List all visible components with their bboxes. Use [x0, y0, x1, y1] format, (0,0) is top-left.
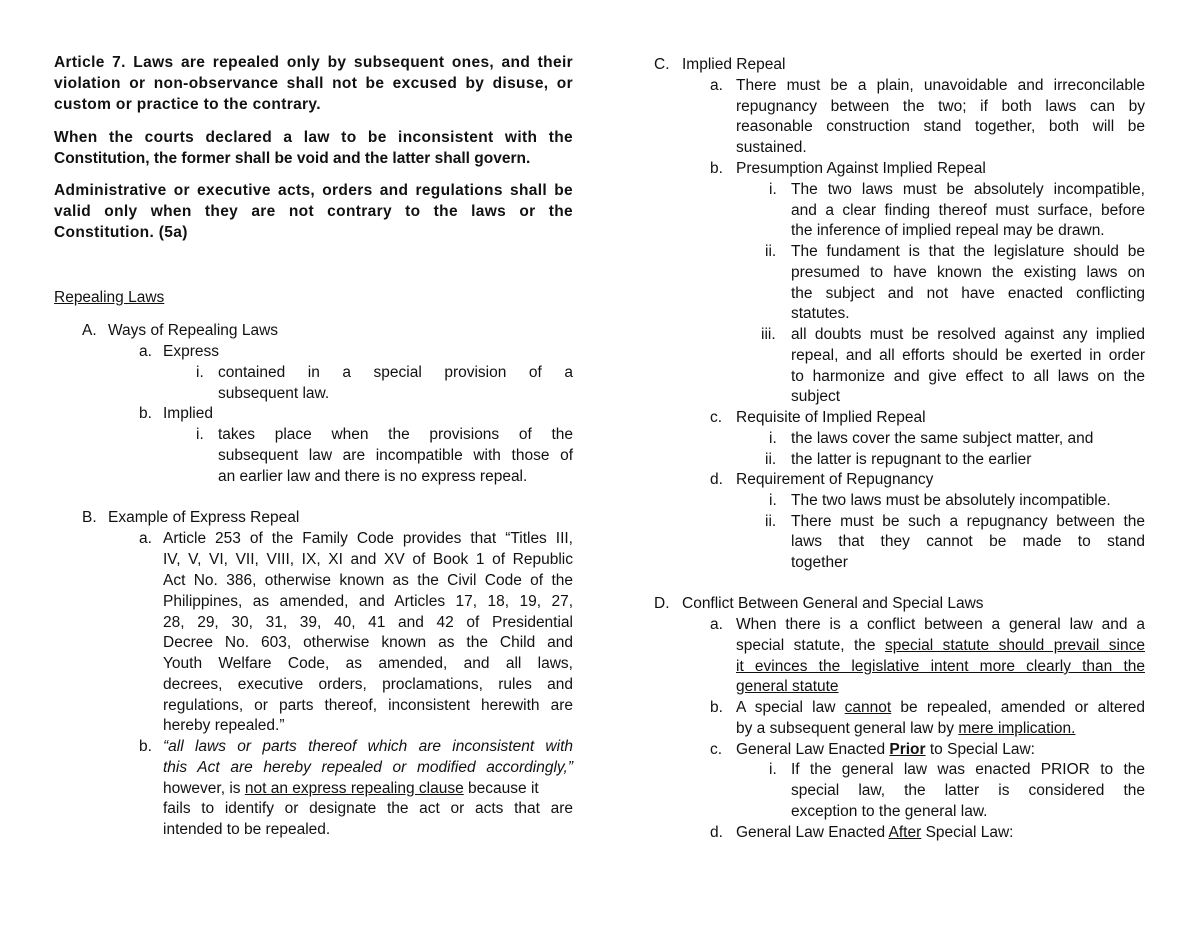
text-run: however, is — [163, 780, 245, 797]
list-marker: i. — [769, 430, 777, 447]
underlined-text: After — [888, 824, 922, 841]
paragraph-line: it evinces the legislative intent more clearly than the — [736, 658, 1145, 675]
underlined-text: mere implication. — [958, 720, 1076, 737]
paragraph-line — [736, 740, 1035, 761]
paragraph-line: Decree No. 603, otherwise known as the Child and — [163, 634, 573, 651]
paragraph-line: IV, V, VI, VII, VIII, IX, XI and XV of Book 1 of Republic — [163, 551, 573, 568]
list-marker: ii. — [765, 513, 777, 530]
list-marker: ii. — [765, 243, 777, 260]
paragraph-line: If the general law was enacted PRIOR to the — [791, 761, 1145, 778]
paragraph-line — [163, 779, 539, 800]
paragraph-line: There must be a plain, unavoidable and irreconcilable — [736, 77, 1145, 94]
underlined-text: not an express repealing clause — [244, 780, 464, 797]
text-run: be repealed, amended or altered — [891, 699, 1145, 716]
paragraph-line: 28, 29, 30, 31, 39, 40, 41 and 42 of Presidential — [163, 614, 573, 631]
outline-label: Example of Express Repeal — [108, 509, 300, 526]
list-marker: ii. — [765, 451, 777, 468]
paragraph-line: special law, the latter is considered the — [791, 782, 1145, 799]
underlined-text: cannot — [844, 699, 892, 716]
list-marker: b. — [710, 160, 723, 177]
underlined-bold-text: Prior — [889, 741, 926, 758]
paragraph-line: the inference of implied repeal may be drawn. — [791, 222, 1105, 239]
repealing-laws-heading: Repealing Laws — [54, 289, 165, 306]
text-run: to Special Law: — [925, 741, 1035, 758]
list-marker: a. — [710, 77, 723, 94]
underlined-text: special statute should prevail since — [884, 637, 1145, 654]
list-marker: D. — [654, 595, 670, 612]
list-marker: b. — [139, 405, 152, 422]
list-marker: d. — [710, 824, 723, 841]
paragraph-line: reasonable construction stand together, both will be — [736, 118, 1145, 135]
paragraph-line: the latter is repugnant to the earlier — [791, 451, 1032, 468]
list-marker: i. — [769, 181, 777, 198]
paragraph-line: regulations, or parts thereof, inconsistent herewith are — [163, 697, 573, 714]
paragraph-line: When there is a conflict between a general law and a — [736, 616, 1145, 633]
list-marker: a. — [139, 530, 152, 547]
paragraph-line: together — [791, 554, 848, 571]
list-marker: d. — [710, 471, 723, 488]
outline-label: Ways of Repealing Laws — [108, 322, 279, 339]
list-marker: i. — [769, 492, 777, 509]
outline-label: Implied — [163, 405, 213, 422]
list-marker: b. — [139, 738, 152, 755]
courts-line-1: When the courts declared a law to be inconsistent with the — [54, 129, 573, 146]
paragraph-line: The two laws must be absolutely incompatible, — [791, 181, 1145, 198]
text-run: by a subsequent general law by — [736, 720, 959, 737]
text-run: A special law — [736, 699, 845, 716]
text-run: General Law Enacted — [736, 824, 889, 841]
list-marker: iii. — [761, 326, 776, 343]
paragraph-line: takes place when the provisions of the — [218, 426, 573, 443]
paragraph-line: and a clear finding thereof must surface, before — [791, 202, 1145, 219]
text-run: General Law Enacted — [736, 741, 890, 758]
outline-label: Presumption Against Implied Repeal — [736, 160, 986, 177]
paragraph-line — [736, 698, 1145, 719]
paragraph-line: Act No. 386, otherwise known as the Civil Code of the — [163, 572, 573, 589]
list-marker: c. — [710, 741, 723, 758]
outline-label: Express — [163, 343, 219, 360]
paragraph-line: The two laws must be absolutely incompatible. — [791, 492, 1111, 509]
paragraph-line — [736, 719, 1075, 740]
paragraph-line: sustained. — [736, 139, 807, 156]
paragraph-line: Youth Welfare Code, as amended, and all laws, — [163, 655, 573, 672]
paragraph-line: this Act are hereby repealed or modified accordingly,” — [163, 759, 573, 776]
paragraph-line: subsequent law. — [218, 385, 330, 402]
paragraph-line: to harmonize and give effect to all laws on the — [791, 368, 1145, 385]
paragraph-line: all doubts must be resolved against any implied — [791, 326, 1145, 343]
paragraph-line: the subject and not have enacted conflicting — [791, 285, 1145, 302]
article-7-line-3: custom or practice to the contrary. — [54, 96, 321, 113]
paragraph-line: decrees, executive orders, proclamations, rules and — [163, 676, 573, 693]
list-marker: C. — [654, 56, 670, 73]
outline-label: Implied Repeal — [682, 56, 786, 73]
list-marker: c. — [710, 409, 723, 426]
outline-label: Conflict Between General and Special Laws — [682, 595, 984, 612]
paragraph-line: statutes. — [791, 305, 850, 322]
paragraph-line: contained in a special provision of a — [218, 364, 573, 381]
paragraph-line: an earlier law and there is no express repeal. — [218, 468, 528, 485]
paragraph-line: subsequent law are incompatible with those of — [218, 447, 573, 464]
paragraph-line: exception to the general law. — [791, 803, 988, 820]
list-marker: i. — [769, 761, 777, 778]
paragraph-line: the laws cover the same subject matter, and — [791, 430, 1094, 447]
paragraph-line: laws that they cannot be made to stand — [791, 533, 1145, 550]
admin-line-3: Constitution. (5a) — [54, 224, 188, 241]
admin-line-1: Administrative or executive acts, orders and regulations shall be — [54, 182, 573, 199]
article-7-line-2: violation or non-observance shall not be excused by disuse, or — [54, 75, 573, 92]
list-marker: A. — [82, 322, 97, 339]
paragraph-line: “all laws or parts thereof which are inconsistent with — [163, 738, 573, 755]
list-marker: i. — [196, 426, 204, 443]
article-7-line-1: Article 7. Laws are repealed only by subsequent ones, and their — [54, 54, 573, 71]
paragraph-line: subject — [791, 388, 841, 405]
paragraph-line: Philippines, as amended, and Articles 17, 18, 19, 27, — [163, 593, 573, 610]
paragraph-line — [736, 636, 1145, 657]
outline-label: Requisite of Implied Repeal — [736, 409, 926, 426]
paragraph-line: There must be such a repugnancy between the — [791, 513, 1145, 530]
text-run: special statute, the — [736, 637, 885, 654]
list-marker: a. — [139, 343, 152, 360]
paragraph-line — [736, 823, 1013, 844]
paragraph-line: hereby repealed.” — [163, 717, 285, 734]
paragraph-line: presumed to have known the existing laws on — [791, 264, 1145, 281]
paragraph-line: repeal, and all efforts should be exerted in order — [791, 347, 1145, 364]
paragraph-line: general statute — [736, 678, 839, 695]
courts-line-2: Constitution, the former shall be void and the latter shall govern. — [54, 150, 531, 167]
list-marker: a. — [710, 616, 723, 633]
text-run: Special Law: — [921, 824, 1014, 841]
paragraph-line: fails to identify or designate the act or acts that are — [163, 800, 573, 817]
paragraph-line: Article 253 of the Family Code provides that “Titles III, — [163, 530, 573, 547]
list-marker: b. — [710, 699, 723, 716]
paragraph-line: intended to be repealed. — [163, 821, 331, 838]
text-run: because it — [463, 780, 539, 797]
list-marker: B. — [82, 509, 97, 526]
list-marker: i. — [196, 364, 204, 381]
admin-line-2: valid only when they are not contrary to the laws or the — [54, 203, 573, 220]
outline-label: Requirement of Repugnancy — [736, 471, 934, 488]
paragraph-line: The fundament is that the legislature should be — [791, 243, 1145, 260]
paragraph-line: repugnancy between the two; if both laws can by — [736, 98, 1145, 115]
